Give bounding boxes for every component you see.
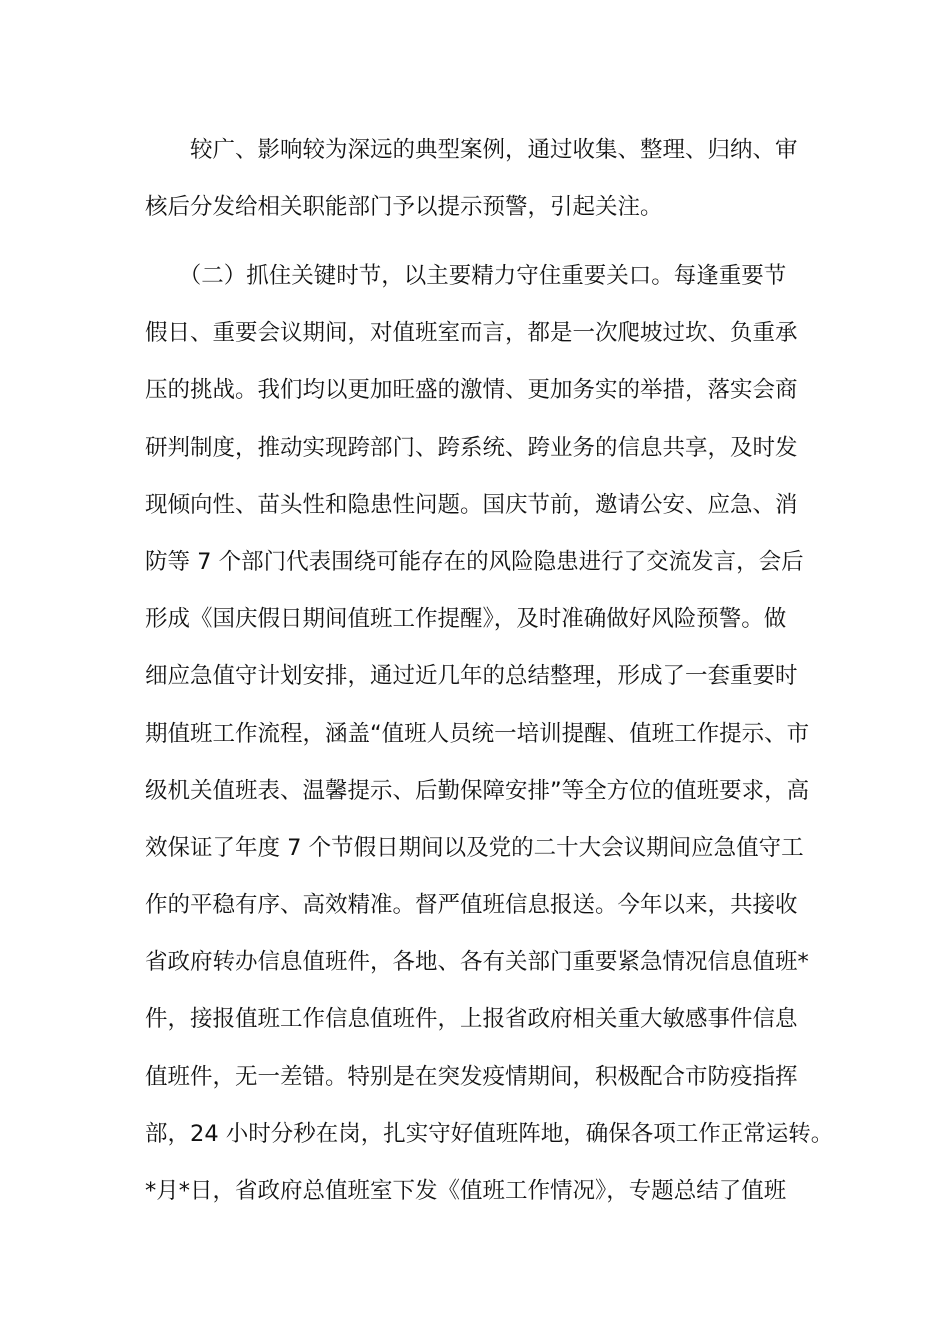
paragraph-1 bbox=[145, 122, 815, 236]
paragraph-line: 期值班工作流程，涵盖“值班人员统一培训提醒、值班工作提示、市 bbox=[145, 720, 810, 747]
paragraph-line: 防等 7 个部门代表围绕可能存在的风险隐患进行了交流发言，会后 bbox=[145, 548, 804, 575]
paragraph-line: 压的挑战。我们均以更加旺盛的激情、更加务实的举措，落实会商 bbox=[145, 377, 798, 404]
paragraph-line: *月*日，省政府总值班室下发《值班工作情况》，专题总结了值班 bbox=[145, 1178, 787, 1204]
paragraph-line: 较广、影响较为深远的典型案例，通过收集、整理、归纳、审 bbox=[145, 137, 798, 163]
paragraph-line: 核后分发给相关职能部门予以提示预警，引起关注。 bbox=[145, 194, 663, 221]
paragraph-2 bbox=[145, 248, 834, 1220]
paragraph-line: 研判制度，推动实现跨部门、跨系统、跨业务的信息共享，及时发 bbox=[145, 434, 798, 461]
paragraph-line: 效保证了年度 7 个节假日期间以及党的二十大会议期间应急值守工 bbox=[145, 834, 804, 861]
paragraph-line: 件，接报值班工作信息值班件，上报省政府相关重大敏感事件信息 bbox=[145, 1006, 798, 1033]
paragraph-line: 级机关值班表、温馨提示、后勤保障安排”等全方位的值班要求，高 bbox=[145, 777, 810, 804]
paragraph-line: 作的平稳有序、高效精准。督严值班信息报送。今年以来，共接收 bbox=[145, 892, 798, 919]
paragraph-line: 省政府转办信息值班件，各地、各有关部门重要紧急情况信息值班* bbox=[145, 949, 809, 976]
paragraph-line: 值班件，无一差错。特别是在突发疫情期间，积极配合市防疫指挥 bbox=[145, 1063, 798, 1090]
paragraph-line: 现倾向性、苗头性和隐患性问题。国庆节前，邀请公安、应急、消 bbox=[145, 491, 798, 518]
paragraph-line: 部，24 小时分秒在岗，扎实守好值班阵地，确保各项工作正常运转。 bbox=[145, 1120, 834, 1147]
paragraph-line: 细应急值守计划安排，通过近几年的总结整理，形成了一套重要时 bbox=[145, 663, 798, 690]
paragraph-line: 形成《国庆假日期间值班工作提醒》，及时准确做好风险预警。做 bbox=[145, 606, 787, 633]
paragraph-line: （二）抓住关键时节，以主要精力守住重要关口。每逢重要节 bbox=[145, 263, 787, 289]
paragraph-line: 假日、重要会议期间，对值班室而言，都是一次爬坡过坎、负重承 bbox=[145, 320, 798, 347]
